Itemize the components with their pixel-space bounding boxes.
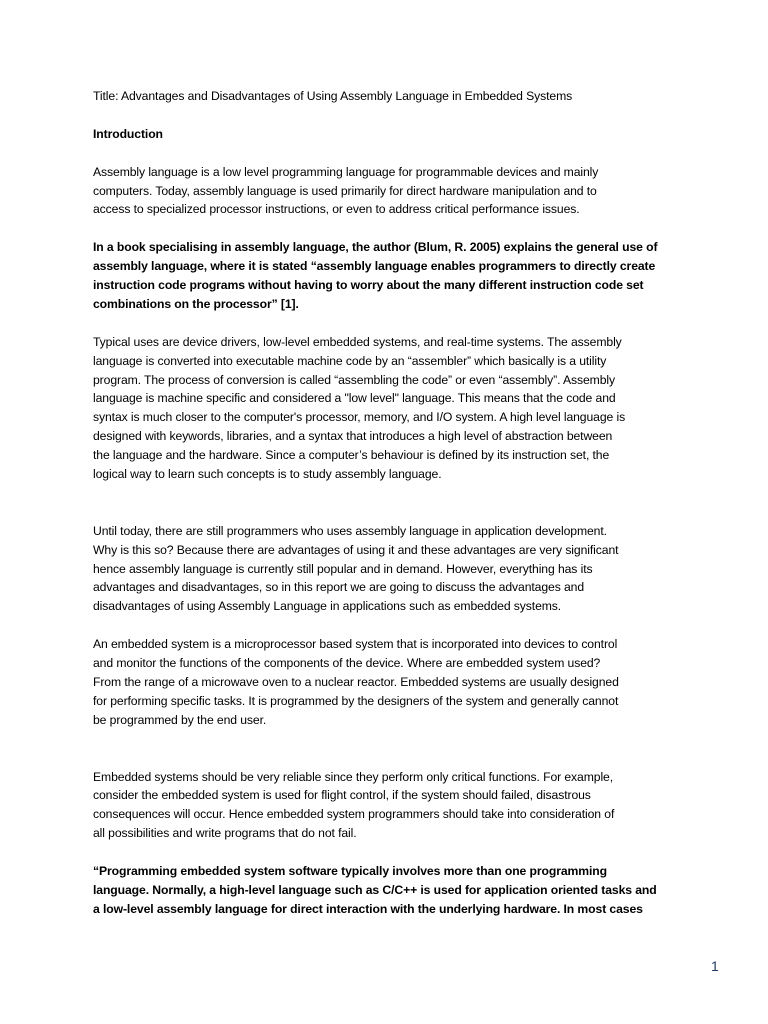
spacer bbox=[93, 730, 678, 768]
paragraph-line: hence assembly language is currently still popular and in demand. However, everything has its bbox=[93, 561, 593, 576]
document-title: Title: Advantages and Disadvantages of Using Assembly Language in Embedded Systems bbox=[93, 89, 573, 103]
spacer bbox=[93, 219, 678, 238]
paragraph-line: the language and the hardware. Since a computer’s behaviour is defined by its instruction set, the bbox=[93, 448, 610, 463]
paragraph-line: designed with keywords, libraries, and a syntax that introduces a high level of abstraction between bbox=[93, 429, 613, 444]
paragraph-line: syntax is much closer to the computer's processor, memory, and I/O system. A high level language is bbox=[93, 410, 626, 425]
paragraph-7 bbox=[93, 862, 678, 919]
page-number: 1 bbox=[711, 958, 719, 974]
paragraph-line: From the range of a microwave oven to a nuclear reactor. Embedded systems are usually designed bbox=[93, 675, 619, 689]
paragraph-line: computers. Today, assembly language is used primarily for direct hardware manipulation and to bbox=[93, 183, 597, 198]
paragraph-line: Why is this so? Because there are advantages of using it and these advantages are very significant bbox=[93, 542, 619, 557]
paragraph-line: advantages and disadvantages, so in this report we are going to discuss the advantages and bbox=[93, 580, 585, 595]
paragraph-line: access to specialized processor instructions, or even to address critical performance issues. bbox=[93, 202, 580, 217]
paragraph-line: for performing specific tasks. It is programmed by the designers of the system and generally cannot bbox=[93, 693, 619, 708]
paragraph-3 bbox=[93, 333, 678, 484]
paragraph-line: combinations on the processor” [1]. bbox=[93, 296, 299, 311]
spacer bbox=[93, 314, 678, 333]
paragraph-line: a low-level assembly language for direct interaction with the underlying hardware. In most cases bbox=[93, 901, 643, 916]
paragraph-line: Until today, there are still programmers who uses assembly language in application development. bbox=[93, 523, 607, 538]
paragraph-4 bbox=[93, 522, 678, 617]
paragraph-line: instruction code programs without having to worry about the many different instruction code set bbox=[93, 278, 644, 293]
spacer bbox=[93, 144, 678, 163]
paragraph-line: program. The process of conversion is called “assembling the code” or even “assembly”. Assembly bbox=[93, 372, 616, 387]
paragraph-line: In a book specialising in assembly language, the author (Blum, R. 2005) explains the general use of bbox=[93, 240, 658, 255]
paragraph-line: and monitor the functions of the components of the device. Where are embedded system used? bbox=[93, 656, 601, 671]
introduction-heading: Introduction bbox=[93, 126, 163, 141]
paragraph-line: language. Normally, a high-level language such as C/C++ is used for application oriented tasks and bbox=[93, 882, 657, 897]
paragraph-line: Embedded systems should be very reliable since they perform only critical functions. For example, bbox=[93, 769, 614, 784]
paragraph-line: consequences will occur. Hence embedded system programmers should take into consideration of bbox=[93, 807, 615, 822]
paragraph-line: Typical uses are device drivers, low-level embedded systems, and real-time systems. The assembly bbox=[93, 334, 622, 349]
paragraph-line: be programmed by the end user. bbox=[93, 712, 267, 727]
paragraph-line: An embedded system is a microprocessor based system that is incorporated into devices to control bbox=[93, 637, 618, 652]
paragraph-line: assembly language, where it is stated “assembly language enables programmers to directly create bbox=[93, 259, 656, 274]
paragraph-6 bbox=[93, 768, 678, 844]
spacer bbox=[93, 616, 678, 635]
paragraph-line: disadvantages of using Assembly Language in applications such as embedded systems. bbox=[93, 599, 562, 614]
paragraph-line: Assembly language is a low level programming language for programmable devices and mainly bbox=[93, 164, 599, 179]
paragraph-2 bbox=[93, 238, 678, 314]
spacer bbox=[93, 106, 678, 125]
paragraph-1 bbox=[93, 163, 678, 220]
paragraph-line: consider the embedded system is used for flight control, if the system should failed, disastrous bbox=[93, 788, 591, 803]
spacer bbox=[93, 484, 678, 522]
paragraph-line: “Programming embedded system software typically involves more than one programming bbox=[93, 864, 607, 879]
spacer bbox=[93, 843, 678, 862]
paragraph-5 bbox=[93, 635, 678, 730]
paragraph-line: language is machine specific and considered a "low level" language. This means that the code and bbox=[93, 391, 616, 406]
paragraph-line: all possibilities and write programs that do not fail. bbox=[93, 826, 357, 841]
paragraph-line: logical way to learn such concepts is to study assembly language. bbox=[93, 467, 442, 482]
paragraph-line: language is converted into executable machine code by an “assembler” which basically is a utility bbox=[93, 353, 607, 368]
document-body bbox=[93, 87, 678, 919]
